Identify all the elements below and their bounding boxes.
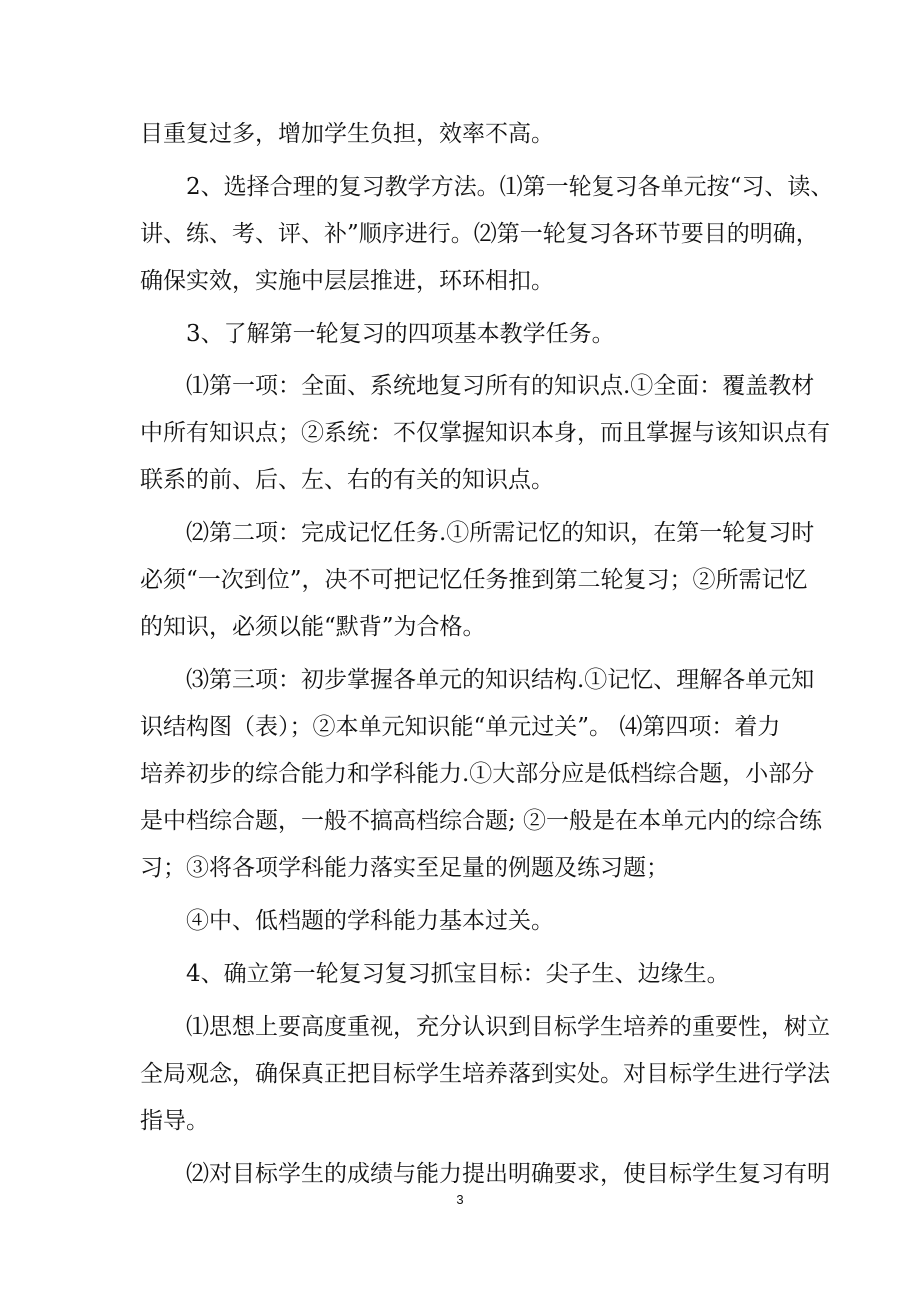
text-line: 是中档综合题，一般不搞高档综合题; ②一般是在本单元内的综合练 [140, 808, 823, 834]
text-line: ⑴思想上要高度重视，充分认识到目标学生培养的重要性，树立 [140, 1014, 830, 1040]
text-line: 4、确立第一轮复习复习抓宝目标：尖子生、边缘生。 [140, 961, 730, 987]
page-number: 3 [456, 1192, 464, 1207]
text-line: 3、了解第一轮复习的四项基本教学任务。 [140, 321, 615, 347]
text-line: ⑶第三项：初步掌握各单元的知识结构.①记忆、理解各单元知 [140, 667, 815, 693]
text-line: 联系的前、后、左、右的有关的知识点。 [140, 467, 554, 493]
text-line: 习；③将各项学科能力落实至足量的例题及练习题； [140, 855, 669, 881]
text-line: 讲、练、考、评、补”顺序进行。⑵第一轮复习各环节要目的明确， [140, 221, 819, 247]
text-line: 中所有知识点；②系统：不仅掌握知识本身，而且掌握与该知识点有 [140, 420, 830, 446]
text-line: ⑵对目标学生的成绩与能力提出明确要求，使目标学生复习有明 [140, 1161, 830, 1187]
text-line: ⑵第二项：完成记忆任务.①所需记忆的知识，在第一轮复习时 [140, 520, 815, 546]
text-line: 2、选择合理的复习教学方法。⑴第一轮复习各单元按“习、读、 [140, 174, 834, 200]
text-line: 识结构图（表）；②本单元知识能“单元过关”。 ⑷第四项：着力 [140, 714, 781, 740]
text-line: 必须“一次到位”，决不可把记忆任务推到第二轮复习；②所需记忆 [140, 567, 808, 593]
text-line: 培养初步的综合能力和学科能力.①大部分应是低档综合题，小部分 [140, 761, 815, 787]
text-line: ④中、低档题的学科能力基本过关。 [140, 908, 554, 934]
text-line: 全局观念，确保真正把目标学生培养落到实处。对目标学生进行学法 [140, 1061, 830, 1087]
text-line: 指导。 [140, 1108, 209, 1134]
text-line: 目重复过多，增加学生负担，效率不高。 [140, 121, 554, 147]
text-line: 确保实效，实施中层层推进，环环相扣。 [140, 268, 554, 294]
text-line: 的知识，必须以能“默背”为合格。 [140, 614, 486, 640]
text-line: ⑴第一项：全面、系统地复习所有的知识点.①全面：覆盖教材 [140, 373, 815, 399]
